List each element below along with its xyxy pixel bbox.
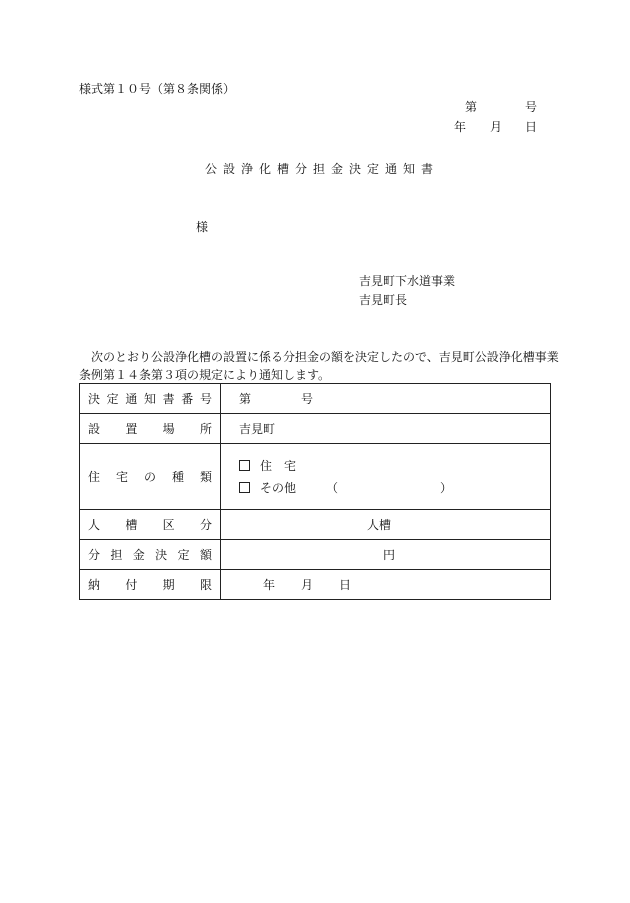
value-housing-type <box>221 444 551 510</box>
deadline-year: 年 <box>263 578 276 592</box>
issuer-name: 吉見町長 <box>359 293 408 307</box>
value-contribution-amount[interactable] <box>221 540 551 570</box>
doc-number-suffix: 号 <box>525 100 538 114</box>
other-paren-open: （ <box>326 481 339 495</box>
option-other-label: その他 <box>260 481 297 495</box>
option-housing-label: 住 宅 <box>260 459 297 473</box>
notice-table <box>79 383 551 600</box>
label-notice-number: 決 定 通 知 書 番 号 <box>80 384 221 414</box>
notice-body-line-1: 次のとおり公設浄化槽の設置に係る分担金の額を決定したので、吉見町公設浄化槽事業 <box>91 350 559 364</box>
label-housing-type: 住 宅 の 種 類 <box>80 444 221 510</box>
value-notice-number[interactable] <box>221 384 551 414</box>
issuer-organization: 吉見町下水道事業 <box>359 274 456 288</box>
date-year-label: 年 <box>454 120 467 134</box>
notice-body <box>79 348 559 384</box>
date-month-label: 月 <box>490 120 503 134</box>
table-row-payment-deadline <box>80 570 551 600</box>
table-row-contribution-amount <box>80 540 551 570</box>
deadline-month: 月 <box>301 578 314 592</box>
doc-number-prefix: 第 <box>465 100 478 114</box>
notice-body-line-2: 条例第１４条第３項の規定により通知します。 <box>79 368 331 382</box>
other-paren-close: ） <box>440 481 453 495</box>
table-row-housing-type <box>80 444 551 510</box>
deadline-day: 日 <box>339 578 352 592</box>
checkbox-other[interactable] <box>239 482 250 493</box>
value-install-location[interactable]: 吉見町 <box>221 414 551 444</box>
label-payment-deadline: 納 付 期 限 <box>80 570 221 600</box>
document-title: 公設浄化槽分担金決定通知書 <box>205 162 440 176</box>
form-number: 様式第１０号（第８条関係） <box>79 82 236 96</box>
label-contribution-amount: 分 担 金 決 定 額 <box>80 540 221 570</box>
option-housing[interactable] <box>239 455 550 477</box>
notice-number-prefix: 第 <box>239 392 252 406</box>
table-row-notice-number <box>80 384 551 414</box>
notice-number-suffix: 号 <box>301 392 314 406</box>
value-payment-deadline[interactable] <box>221 570 551 600</box>
table-row-install-location <box>80 414 551 444</box>
checkbox-housing[interactable] <box>239 460 250 471</box>
amount-unit: 円 <box>383 548 396 562</box>
capacity-unit: 人槽 <box>367 518 392 532</box>
label-capacity-class: 人 槽 区 分 <box>80 510 221 540</box>
table-row-capacity-class <box>80 510 551 540</box>
label-install-location: 設 置 場 所 <box>80 414 221 444</box>
value-capacity-class[interactable] <box>221 510 551 540</box>
date-day-label: 日 <box>525 120 538 134</box>
recipient-honorific: 様 <box>196 220 209 234</box>
option-other[interactable] <box>239 477 550 499</box>
